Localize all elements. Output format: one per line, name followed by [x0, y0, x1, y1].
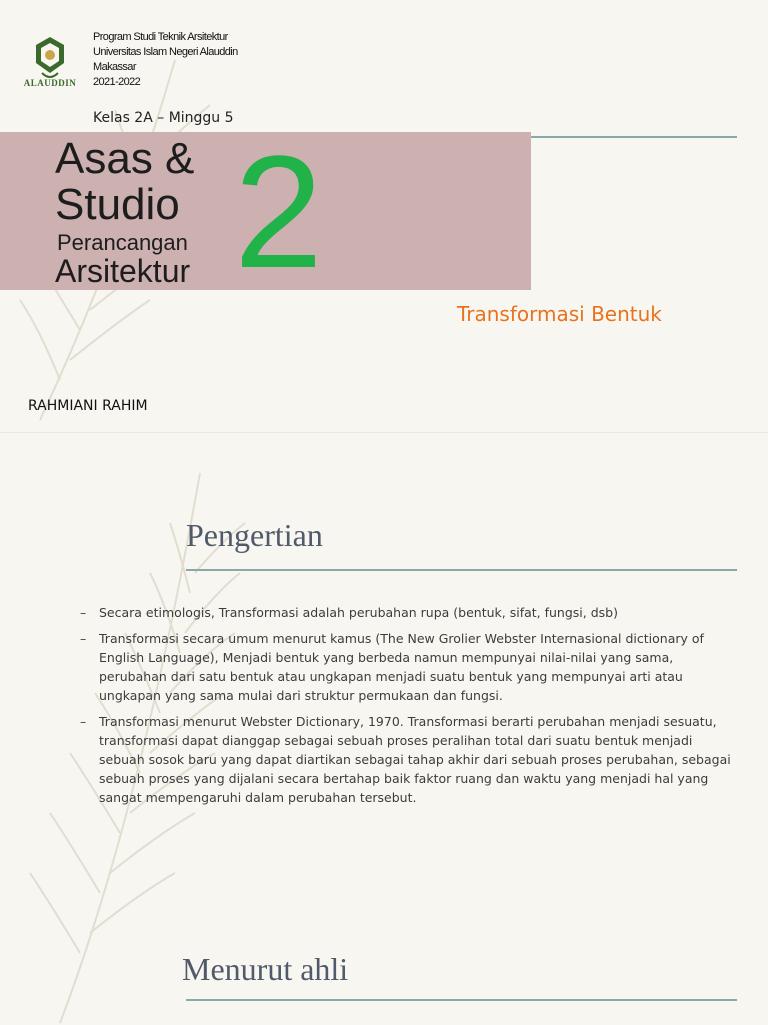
title-rule [186, 569, 737, 571]
list-item [80, 712, 740, 807]
title-rule [186, 999, 737, 1001]
course-title-line: Perancangan [57, 230, 188, 255]
program-info [93, 30, 238, 90]
program-line: Universitas Islam Negeri Alauddin [93, 46, 238, 58]
author-name: RAHMIANI RAHIM [28, 398, 148, 414]
definition-list [80, 603, 740, 814]
course-number: 2 [234, 122, 323, 301]
logo-wordmark: ALAUDDIN [23, 78, 77, 88]
list-item [80, 603, 740, 622]
course-title-line: Studio [55, 180, 180, 229]
section-title: Menurut ahli [182, 951, 349, 987]
bullet-dash: – [80, 605, 87, 620]
program-line: 2021-2022 [93, 76, 141, 88]
header-rule [531, 136, 737, 138]
slide-subtitle: Transformasi Bentuk [457, 302, 662, 326]
list-item [80, 629, 740, 705]
class-week-label: Kelas 2A – Minggu 5 [93, 110, 234, 126]
bullet-dash: – [80, 631, 87, 646]
list-item-text: Secara etimologis, Transformasi adalah perubahan rupa (bentuk, sifat, fungsi, dsb) [99, 605, 618, 620]
list-item-text: Transformasi menurut Webster Dictionary, 1970. Transformasi berarti perubahan menjadi sesuatu, transformasi dapat dianggap sebagai sebuah proses peralihan total dari suatu bentuk menjadi sebuah sosok baru yang dapat diartikan sebagai tahap akhir dari sebuah proses perubahan, sebagai sebuah proses yang dijalani secara bertahap baik faktor ruang dan waktu yang menjadi hal yang sangat mempengaruhi dalam perubahan tersebut. [99, 714, 731, 805]
course-title-line: Asas & [55, 134, 195, 183]
course-title-line: Arsitektur [55, 253, 191, 289]
bullet-dash: – [80, 714, 87, 729]
list-item-text: Transformasi secara umum menurut kamus (The New Grolier Webster Internasional dictionary of English Language), Menjadi bentuk yang berbeda namun mempunyai nilai-nilai yang sama, perubahan dari satu bentuk atau ungkapan menjadi suatu bentuk yang mempunyai arti atau ungkapan yang sama mulai dari struktur permukaan dan fungsi. [99, 631, 704, 703]
section-title: Pengertian [186, 517, 323, 553]
program-line: Makassar [93, 61, 136, 73]
program-line: Program Studi Teknik Arsitektur [93, 31, 228, 43]
title-slide [0, 0, 768, 432]
expert-slide [0, 927, 768, 1024]
